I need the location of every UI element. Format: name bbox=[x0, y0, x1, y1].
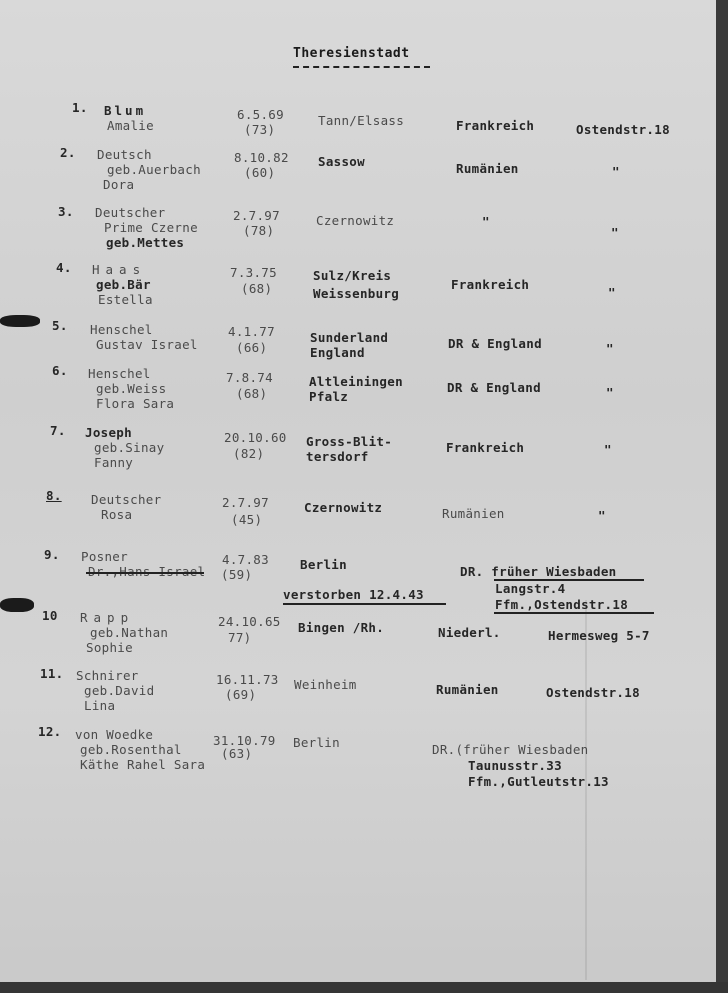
entry-age: (45) bbox=[231, 512, 263, 527]
entry-name-line: Henschel bbox=[88, 366, 151, 381]
entry-name-line: Dora bbox=[103, 177, 135, 192]
entry-address: Ostendstr.18 bbox=[546, 685, 640, 700]
entry-age: (82) bbox=[233, 446, 265, 461]
entry-country-line: DR.(früher Wiesbaden bbox=[432, 742, 589, 757]
entry-age: (69) bbox=[225, 687, 257, 702]
paper-fold bbox=[585, 600, 587, 980]
entry-address: " bbox=[598, 508, 606, 523]
entry-age: (60) bbox=[244, 165, 276, 180]
entry-name-line: Gustav Israel bbox=[96, 337, 198, 352]
entry-country-line: DR. früher Wiesbaden bbox=[460, 564, 617, 579]
entry-place: Berlin bbox=[293, 735, 340, 750]
entry-country: DR & England bbox=[447, 380, 541, 395]
ink-stain bbox=[0, 598, 34, 612]
entry-country: Rumänien bbox=[456, 161, 519, 176]
entry-age: (68) bbox=[236, 386, 268, 401]
entry-name-line: Flora Sara bbox=[96, 396, 175, 411]
entry-name-line: geb.Nathan bbox=[90, 625, 169, 640]
entry-age: (59) bbox=[221, 567, 253, 582]
entry-name-line: Dr.,Hans Israel bbox=[88, 564, 206, 579]
entry-number: 12. bbox=[38, 724, 62, 739]
ink-stain bbox=[0, 315, 40, 327]
entry-name-line: geb.Weiss bbox=[96, 381, 167, 396]
entry-country: Rumänien bbox=[436, 682, 499, 697]
strikethrough-line bbox=[86, 572, 204, 574]
entry-age: (78) bbox=[243, 223, 275, 238]
entry-name-line: Fanny bbox=[94, 455, 134, 470]
entry-number: 11. bbox=[40, 666, 64, 681]
entry-place: Berlin bbox=[300, 557, 347, 572]
entry-place: Pfalz bbox=[309, 389, 349, 404]
entry-birth-date: 31.10.79 bbox=[213, 733, 276, 748]
entry-birth-date: 6.5.69 bbox=[237, 107, 284, 122]
entry-name-line: Deutsch bbox=[97, 147, 152, 162]
entry-name-line: Rapp bbox=[80, 610, 135, 625]
entry-birth-date: 4.7.83 bbox=[222, 552, 269, 567]
entry-name-line: Deutscher bbox=[91, 492, 162, 507]
entry-country: Frankreich bbox=[456, 118, 535, 133]
entry-address: " bbox=[612, 164, 620, 179]
entry-number: 4. bbox=[56, 260, 72, 275]
entry-number: 8. bbox=[46, 488, 62, 503]
entry-number: 3. bbox=[58, 204, 74, 219]
entry-age: (73) bbox=[244, 122, 276, 137]
entry-place: England bbox=[310, 345, 365, 360]
entry-place: Gross-Blit- bbox=[306, 434, 393, 449]
entry-number: 9. bbox=[44, 547, 60, 562]
entry-birth-date: 7.8.74 bbox=[226, 370, 273, 385]
entry-address: " bbox=[608, 285, 616, 300]
entry-country-line: Langstr.4 bbox=[495, 581, 566, 596]
entry-place: Sulz/Kreis bbox=[313, 268, 392, 283]
scan-edge bbox=[716, 0, 728, 993]
entry-country: Frankreich bbox=[451, 277, 530, 292]
entry-name-line: Haas bbox=[92, 262, 147, 277]
entry-address: " bbox=[611, 225, 619, 240]
title-underline bbox=[293, 66, 430, 72]
entry-birth-date: 20.10.60 bbox=[224, 430, 287, 445]
entry-birth-date: 8.10.82 bbox=[234, 150, 289, 165]
entry-country-line: Ffm.,Gutleutstr.13 bbox=[468, 774, 609, 789]
entry-number: 1. bbox=[72, 100, 88, 115]
entry-age: (66) bbox=[236, 340, 268, 355]
entry-country: Rumänien bbox=[442, 506, 505, 521]
entry-place: Bingen /Rh. bbox=[298, 620, 385, 635]
underline-rule bbox=[283, 603, 446, 605]
entry-name-line: Prime Czerne bbox=[104, 220, 198, 235]
entry-birth-date: 7.3.75 bbox=[230, 265, 277, 280]
entry-place: Altleiningen bbox=[309, 374, 403, 389]
entry-name-line: Käthe Rahel Sara bbox=[80, 757, 206, 772]
entry-place: Sunderland bbox=[310, 330, 389, 345]
entry-address: " bbox=[604, 442, 612, 457]
entry-name-line: geb.Rosenthal bbox=[80, 742, 182, 757]
entry-number: 2. bbox=[60, 145, 76, 160]
entry-name-line: geb.Mettes bbox=[106, 235, 185, 250]
entry-age: (63) bbox=[221, 746, 253, 761]
entry-country-line: Ffm.,Ostendstr.18 bbox=[495, 597, 629, 612]
entry-number: 10 bbox=[42, 608, 58, 623]
entry-name-line: Joseph bbox=[85, 425, 132, 440]
entry-name-line: Posner bbox=[81, 549, 128, 564]
entry-name-line: Amalie bbox=[107, 118, 154, 133]
entry-name-line: geb.David bbox=[84, 683, 155, 698]
page-title: Theresienstadt bbox=[293, 46, 410, 61]
entry-birth-date: 2.7.97 bbox=[233, 208, 280, 223]
entry-name-line: Schnirer bbox=[76, 668, 139, 683]
entry-birth-date: 16.11.73 bbox=[216, 672, 279, 687]
entry-birth-date: 24.10.65 bbox=[218, 614, 281, 629]
entry-age: (68) bbox=[241, 281, 273, 296]
entry-country-line: Taunusstr.33 bbox=[468, 758, 562, 773]
entry-place: Tann/Elsass bbox=[318, 113, 405, 128]
entry-name-line: Deutscher bbox=[95, 205, 166, 220]
entry-name-line: Rosa bbox=[101, 507, 133, 522]
entry-address: " bbox=[606, 341, 614, 356]
entry-name-line: Henschel bbox=[90, 322, 153, 337]
entry-place: Czernowitz bbox=[316, 213, 395, 228]
entry-name-line: geb.Auerbach bbox=[107, 162, 201, 177]
entry-place: Weissenburg bbox=[313, 286, 400, 301]
entry-name-line: von Woedke bbox=[75, 727, 154, 742]
scan-edge bbox=[0, 982, 728, 993]
entry-name-line: geb.Bär bbox=[96, 277, 151, 292]
entry-name-line: geb.Sinay bbox=[94, 440, 165, 455]
entry-place: tersdorf bbox=[306, 449, 369, 464]
entry-age: 77) bbox=[228, 630, 252, 645]
entry-number: 5. bbox=[52, 318, 68, 333]
entry-country: DR & England bbox=[448, 336, 542, 351]
entry-name-line: Sophie bbox=[86, 640, 133, 655]
entry-name-line: Blum bbox=[104, 103, 147, 118]
entry-country: Niederl. bbox=[438, 625, 501, 640]
entry-birth-date: 4.1.77 bbox=[228, 324, 275, 339]
entry-country: " bbox=[482, 214, 490, 229]
entry-place: Czernowitz bbox=[304, 500, 383, 515]
entry-country: Frankreich bbox=[446, 440, 525, 455]
entry-birth-date: 2.7.97 bbox=[222, 495, 269, 510]
entry-place: Sassow bbox=[318, 154, 365, 169]
entry-place: Weinheim bbox=[294, 677, 357, 692]
entry-number: 7. bbox=[50, 423, 66, 438]
death-note: verstorben 12.4.43 bbox=[283, 587, 424, 602]
entry-address: Ostendstr.18 bbox=[576, 122, 670, 137]
entry-name-line: Estella bbox=[98, 292, 153, 307]
underline-rule bbox=[494, 612, 654, 614]
entry-number: 6. bbox=[52, 363, 68, 378]
entry-name-line: Lina bbox=[84, 698, 116, 713]
entry-address: " bbox=[606, 385, 614, 400]
entry-address: Hermesweg 5-7 bbox=[548, 628, 650, 643]
